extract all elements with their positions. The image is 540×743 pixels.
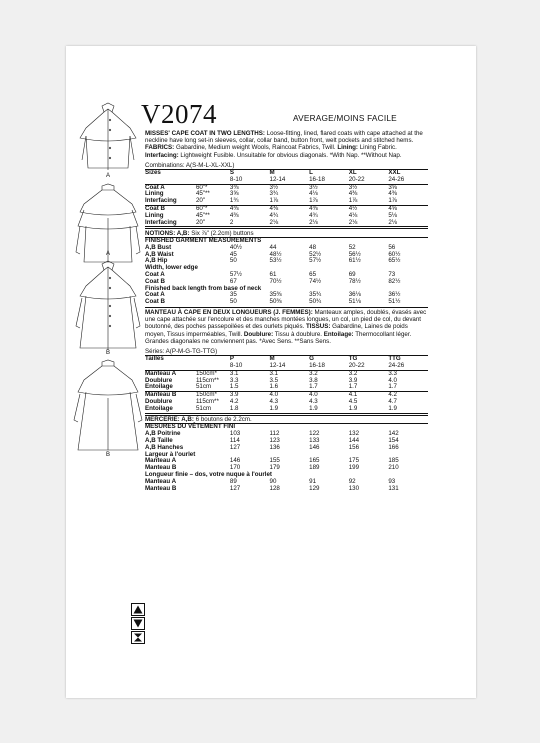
yardage-value: 1.9 xyxy=(388,406,428,413)
size-range: 16-18 xyxy=(309,177,349,184)
fabric-label: Interfacing xyxy=(145,220,196,227)
measurement-value: 45 xyxy=(229,250,237,258)
combinations: Combinations: A(S-M-L-XL-XXL) xyxy=(145,161,235,169)
sizes-row xyxy=(145,356,428,363)
french-measurements-table xyxy=(145,423,428,492)
pattern-number: V2074 xyxy=(141,99,217,129)
yardage-value: 1⅞ xyxy=(388,198,428,205)
fabrics-label: FABRICS: xyxy=(145,144,175,152)
section-title-row xyxy=(145,452,428,459)
section-title-row xyxy=(145,238,428,245)
drawing-label: B xyxy=(105,452,110,458)
yardage-row xyxy=(145,198,428,205)
french-yardage-table xyxy=(145,355,428,413)
yardage-value: 3½ xyxy=(269,183,279,191)
measurement-value: 50¾ xyxy=(309,298,322,306)
measurement-label: Manteau B xyxy=(145,464,177,472)
measurement-value: 65 xyxy=(309,271,317,279)
interfacing-label: Interfacing: xyxy=(145,151,179,159)
measurement-value: 133 xyxy=(309,436,320,444)
fabric-width: 45"** xyxy=(195,211,210,219)
yardage-value: 1.6 xyxy=(270,384,310,391)
tissus-text: Gabardine, Laines de poids moyen, Tissus imperméables, Twill. xyxy=(145,323,408,338)
measurement-value: 170 xyxy=(229,464,241,472)
size-name: M xyxy=(270,356,310,363)
measurement-value: 53½ xyxy=(269,257,282,265)
yardage-value: 1.9 xyxy=(309,406,349,413)
mercerie-label: MERCERIE: A,B: xyxy=(145,416,194,424)
measurement-value: 74½ xyxy=(309,277,322,285)
measurement-value: 189 xyxy=(309,464,320,472)
fabric-width: 51cm xyxy=(196,406,230,413)
size-range: 12-14 xyxy=(270,363,310,370)
fabric-width: 20" xyxy=(196,220,230,227)
length-title: Finished back length from base of neck xyxy=(145,284,262,292)
english-yardage-table xyxy=(145,169,428,227)
measurement-label: Manteau B xyxy=(145,484,177,492)
fabric-width: 150cm* xyxy=(195,369,217,377)
yardage-value: 3.5 xyxy=(269,376,279,384)
yardage-value: 3.1 xyxy=(229,369,239,377)
yardage-value: 4.1 xyxy=(349,392,389,399)
measurement-value: 132 xyxy=(348,430,360,438)
drawing-label: A xyxy=(105,251,110,257)
measurement-row xyxy=(145,479,428,486)
measurement-value: 48½ xyxy=(269,250,282,258)
triangle-up-icon xyxy=(131,603,145,616)
fabric-label: Coat B xyxy=(145,206,196,213)
measurement-row xyxy=(145,458,428,465)
measurement-value: 61 xyxy=(269,271,277,279)
measurement-value: 50⅜ xyxy=(269,298,282,306)
measurement-row xyxy=(145,245,428,252)
size-range-row xyxy=(145,177,428,184)
yardage-value: 3.2 xyxy=(348,369,358,377)
fabric-label: Manteau B xyxy=(145,392,196,399)
measurement-value: 50 xyxy=(229,257,237,265)
measurement-label: Coat B xyxy=(145,298,165,306)
measurement-label: A,B Hip xyxy=(145,257,168,265)
measurement-value: 128 xyxy=(269,484,280,492)
yardage-value: 3.3 xyxy=(229,376,239,384)
section-title-row xyxy=(145,424,428,431)
yardage-value: 4⅜ xyxy=(348,190,358,198)
measurement-value: 93 xyxy=(388,477,396,485)
measurement-row xyxy=(145,299,428,306)
yardage-row xyxy=(145,370,428,377)
fabric-label: Coat A xyxy=(145,183,165,191)
fabric-label: Entoilage xyxy=(145,384,196,391)
measurement-value: 52½ xyxy=(309,250,322,258)
measurement-value: 146 xyxy=(229,457,241,465)
measurement-value: 91 xyxy=(309,477,317,485)
triangle-down-icon xyxy=(131,617,145,630)
finished-title: FINISHED GARMENT MEASUREMENTS xyxy=(145,238,428,245)
measurement-value: 60½ xyxy=(388,250,401,258)
yardage-value: 4.0 xyxy=(309,392,349,399)
measurement-value: 156 xyxy=(348,443,360,451)
measurement-row xyxy=(145,292,428,299)
desc-text-fr: Manteaux amples, doublés, évasés avec une cape attachée sur l'encolure et des manches montées longues, un col, un pied de col, du devant boutonné, des poches passepoilées et des ourlets piqués. xyxy=(145,309,427,331)
yardage-row xyxy=(145,384,428,391)
yardage-value: 4⅜ xyxy=(309,206,349,213)
fabric-width: 60"* xyxy=(196,206,230,213)
drawing-label: A xyxy=(105,173,110,179)
size-name: TG xyxy=(349,356,389,363)
technical-drawings xyxy=(66,100,150,470)
section-title-row xyxy=(145,472,428,479)
measurement-label: Manteau A xyxy=(145,457,177,465)
measurement-value: 67 xyxy=(229,277,237,285)
yardage-value: 4⅜ xyxy=(229,211,239,219)
yardage-value: 2⅛ xyxy=(388,220,428,227)
yardage-value: 4⅝ xyxy=(388,206,428,213)
yardage-value: 3¾ xyxy=(269,190,279,198)
fabric-width: 20" xyxy=(196,198,230,205)
measurement-value: 122 xyxy=(309,430,320,438)
measurement-value: 130 xyxy=(348,484,360,492)
width-title: Width, lower edge xyxy=(145,264,198,272)
width-title: Largeur à l'ourlet xyxy=(145,450,196,458)
measurement-row xyxy=(145,486,428,493)
yardage-value: 4.5 xyxy=(348,398,358,406)
yardage-row xyxy=(145,220,428,227)
desc-title: MISSES' CAPE COAT IN TWO LENGTHS: xyxy=(145,130,265,137)
blank-cell xyxy=(145,177,196,184)
sizes-label: Sizes xyxy=(145,170,196,177)
size-range: 24-26 xyxy=(388,363,428,370)
measurement-value: 44 xyxy=(269,243,277,251)
measurement-value: 40½ xyxy=(229,243,242,251)
yardage-value: 1.7 xyxy=(349,384,389,391)
measurement-value: 70½ xyxy=(269,277,282,285)
measurement-value: 56 xyxy=(388,243,396,251)
yardage-value: 4¾ xyxy=(269,211,279,219)
yardage-value: 2⅛ xyxy=(309,220,349,227)
measurement-value: 142 xyxy=(388,430,399,438)
fabric-width: 150cm* xyxy=(196,392,230,399)
measurement-value: 123 xyxy=(269,436,280,444)
yardage-value: 2⅛ xyxy=(270,220,310,227)
blank-cell xyxy=(196,170,230,177)
fabric-width: 115cm** xyxy=(195,376,219,384)
measurement-value: 57½ xyxy=(309,257,322,265)
size-range: 8-10 xyxy=(230,177,270,184)
measurement-row xyxy=(145,272,428,279)
measurement-row xyxy=(145,431,428,438)
yardage-value: 1.8 xyxy=(230,406,270,413)
yardage-value: 4.0 xyxy=(388,376,397,384)
measurement-value: 146 xyxy=(309,443,320,451)
yardage-value: 4.7 xyxy=(388,398,397,406)
measurement-value: 51½ xyxy=(388,298,401,306)
measurement-value: 90 xyxy=(269,477,277,485)
yardage-row xyxy=(145,392,428,399)
measurement-label: Coat A xyxy=(145,271,165,279)
measurement-value: 103 xyxy=(229,430,241,438)
yardage-row xyxy=(145,184,428,191)
yardage-value: 4½ xyxy=(349,206,389,213)
yardage-value: 3½ xyxy=(348,183,358,191)
size-range: 8-10 xyxy=(230,363,270,370)
yardage-value: 3⅝ xyxy=(229,190,239,198)
measurement-value: 112 xyxy=(269,430,280,438)
measurement-value: 92 xyxy=(348,477,356,485)
yardage-value: 3½ xyxy=(309,183,318,191)
measurement-value: 69 xyxy=(348,271,356,279)
size-name: XL xyxy=(349,170,389,177)
measurement-value: 179 xyxy=(269,464,280,472)
yardage-value: 2 xyxy=(230,220,270,227)
measurement-value: 56½ xyxy=(348,250,361,258)
measurement-row xyxy=(145,438,428,445)
measurement-value: 185 xyxy=(388,457,399,465)
notions-text: Six ⅞" (2.2cm) buttons xyxy=(189,229,254,237)
measurement-value: 210 xyxy=(388,464,399,472)
length-title: Longueur finie – dos, votre nuque à l'ourlet xyxy=(145,470,272,478)
size-range: 20-22 xyxy=(349,363,389,370)
yardage-row xyxy=(145,191,428,198)
english-description xyxy=(145,130,428,159)
fabric-width: 45"** xyxy=(195,190,210,198)
section-title-row xyxy=(145,286,428,293)
doublure-text: Tissu à doublure. xyxy=(273,330,324,338)
size-name: G xyxy=(309,356,349,363)
yardage-row xyxy=(145,399,428,406)
measurement-value: 199 xyxy=(348,464,360,472)
interfacing-text: Lightweight Fusible. Unsuitable for obvious diagonals. *With Nap. **Without Nap. xyxy=(178,151,402,159)
measurement-value: 52 xyxy=(348,243,356,251)
size-range: 24-26 xyxy=(388,177,428,184)
fabrics-text: Gabardine, Medium weight Wools, Raincoat Fabrics, Twill. xyxy=(174,144,338,152)
lining-text: Lining Fabric. xyxy=(357,144,397,152)
yardage-value: 3.2 xyxy=(309,369,318,377)
tissus-label: TISSUS: xyxy=(306,323,331,331)
yardage-row xyxy=(145,406,428,413)
entoilage-text: Thermocollant léger. Grandes diagonales ne conviennent pas. *Avec Sens. **Sans Sens. xyxy=(145,330,412,345)
sizes-row xyxy=(145,170,428,177)
measurement-value: 155 xyxy=(269,457,280,465)
measurement-value: 127 xyxy=(229,484,241,492)
yardage-value: 1.9 xyxy=(270,406,310,413)
doublure-label: Doublure: xyxy=(243,330,274,338)
mercerie-text: 6 boutons de 2.2cm. xyxy=(193,416,252,424)
yardage-row xyxy=(145,378,428,385)
yardage-value: 1.9 xyxy=(349,406,389,413)
desc-title-fr: MANTEAU À CAPE EN DEUX LONGUEURS (J. FEMMES): xyxy=(145,309,313,317)
notions xyxy=(145,228,428,237)
coat-b-back-drawing xyxy=(66,358,150,454)
fabric-label: Entoilage xyxy=(145,406,196,413)
measurement-value: 144 xyxy=(348,436,360,444)
fabric-label: Lining xyxy=(145,190,164,198)
measurement-value: 114 xyxy=(229,436,240,444)
difficulty-level: AVERAGE/MOINS FACILE xyxy=(293,113,397,123)
measurement-label: A,B Poitrine xyxy=(145,430,181,438)
size-range: 16-18 xyxy=(309,363,349,370)
lining-label: Lining: xyxy=(337,144,358,152)
yardage-value: 1⅞ xyxy=(270,198,310,205)
size-name: TTG xyxy=(388,356,428,363)
measurement-value: 166 xyxy=(388,443,399,451)
coat-b-front-drawing xyxy=(66,260,150,352)
english-measurements-table xyxy=(145,237,428,306)
yardage-value: 4.0 xyxy=(270,392,310,399)
yardage-value: 4.2 xyxy=(229,398,239,406)
measurement-value: 36⅛ xyxy=(348,291,361,299)
measurement-value: 89 xyxy=(229,477,237,485)
size-name: S xyxy=(230,170,270,177)
measurement-value: 50 xyxy=(229,298,237,306)
pattern-info xyxy=(145,130,428,492)
yardage-value: 4⅜ xyxy=(388,190,397,198)
fabric-label: Interfacing xyxy=(145,198,196,205)
fabric-label: Doublure xyxy=(145,398,173,406)
yardage-value: 3.9 xyxy=(230,392,270,399)
yardage-value: 2⅛ xyxy=(349,220,389,227)
yardage-value: 3⅜ xyxy=(229,183,239,191)
yardage-value: 3.8 xyxy=(309,376,318,384)
measurement-label: Coat B xyxy=(145,277,165,285)
size-name: XXL xyxy=(388,170,428,177)
fabric-label: Manteau A xyxy=(145,369,177,377)
yardage-value: 5⅛ xyxy=(388,211,397,219)
fabric-label: Doublure xyxy=(145,376,173,384)
cutting-legend xyxy=(131,603,145,645)
size-range: 12-14 xyxy=(270,177,310,184)
french-description xyxy=(145,307,428,345)
yardage-value: 3.3 xyxy=(388,369,397,377)
measurement-value: 61½ xyxy=(348,257,361,265)
section-title-row xyxy=(145,265,428,272)
yardage-value: 4⅜ xyxy=(270,206,310,213)
measurement-label: Manteau A xyxy=(145,477,177,485)
yardage-value: 4¾ xyxy=(309,211,318,219)
yardage-value: 3.9 xyxy=(348,376,358,384)
blank-cell xyxy=(196,356,230,363)
yardage-value: 1.5 xyxy=(230,384,270,391)
measurement-value: 82½ xyxy=(388,277,401,285)
measurement-value: 48 xyxy=(309,243,317,251)
yardage-value: 4.2 xyxy=(388,392,428,399)
entoilage-label: Entoilage: xyxy=(323,330,354,338)
notions-label: NOTIONS: A,B: xyxy=(145,229,190,237)
yardage-value: 4⅛ xyxy=(309,190,318,198)
fabric-width: 51cm xyxy=(196,384,230,391)
measurement-row xyxy=(145,252,428,259)
yardage-value: 1.7 xyxy=(309,384,349,391)
yardage-value: 1¾ xyxy=(230,198,270,205)
measurement-label: A,B Hanches xyxy=(145,443,184,451)
fabric-width: 60"* xyxy=(195,183,208,191)
fabric-width: 115cm** xyxy=(195,398,219,406)
fabric-label: Lining xyxy=(145,211,164,219)
yardage-value: 1.7 xyxy=(388,384,428,391)
measurement-label: A,B Bust xyxy=(145,243,172,251)
measurement-value: 57½ xyxy=(229,271,242,279)
size-name: L xyxy=(309,170,349,177)
yardage-value: 4.3 xyxy=(269,398,279,406)
size-name: M xyxy=(270,170,310,177)
measurement-value: 73 xyxy=(388,271,396,279)
yardage-value: 3⅝ xyxy=(388,183,397,191)
measurement-value: 136 xyxy=(269,443,280,451)
measurement-label: A,B Waist xyxy=(145,250,174,258)
yardage-value: 1⅞ xyxy=(309,198,349,205)
measurement-value: 51⅛ xyxy=(348,298,361,306)
sizes-label: Tailles xyxy=(145,356,196,363)
drawing-label: B xyxy=(105,350,110,356)
size-range-row xyxy=(145,363,428,370)
yardage-row xyxy=(145,206,428,213)
measurement-value: 127 xyxy=(229,443,241,451)
yardage-value: 4⅜ xyxy=(230,206,270,213)
measurement-value: 65½ xyxy=(388,257,401,265)
coat-a-front-drawing xyxy=(66,100,150,172)
blank-cell xyxy=(196,177,230,184)
hourglass-icon xyxy=(131,631,145,644)
yardage-value: 4.3 xyxy=(309,398,318,406)
measurement-value: 35⅜ xyxy=(269,291,282,299)
measurement-value: 35 xyxy=(229,291,237,299)
size-name: P xyxy=(230,356,270,363)
measurement-value: 35¾ xyxy=(309,291,322,299)
measurement-value: 154 xyxy=(388,436,399,444)
measurement-value: 165 xyxy=(309,457,320,465)
yardage-value: 1⅞ xyxy=(349,198,389,205)
yardage-value: 4⅛ xyxy=(348,211,358,219)
measurement-value: 131 xyxy=(388,484,399,492)
finished-title: MESURES DU VÊTEMENT FINI xyxy=(145,424,428,431)
measurement-label: Coat A xyxy=(145,291,165,299)
size-range: 20-22 xyxy=(349,177,389,184)
measurement-value: 129 xyxy=(309,484,320,492)
measurement-value: 36½ xyxy=(388,291,401,299)
desc-text: Loose-fitting, lined, flared coats with cape attached at the neckline have long set-in sleeves, collar, collar band, button front, welt pockets and stitched hems. xyxy=(145,130,423,145)
measurement-value: 175 xyxy=(348,457,360,465)
measurement-label: A,B Taille xyxy=(145,436,173,444)
yardage-row xyxy=(145,213,428,220)
measurement-value: 78½ xyxy=(348,277,361,285)
yardage-value: 3.1 xyxy=(269,369,279,377)
series: Séries: A(P-M-G-TG-TTG) xyxy=(145,348,218,356)
